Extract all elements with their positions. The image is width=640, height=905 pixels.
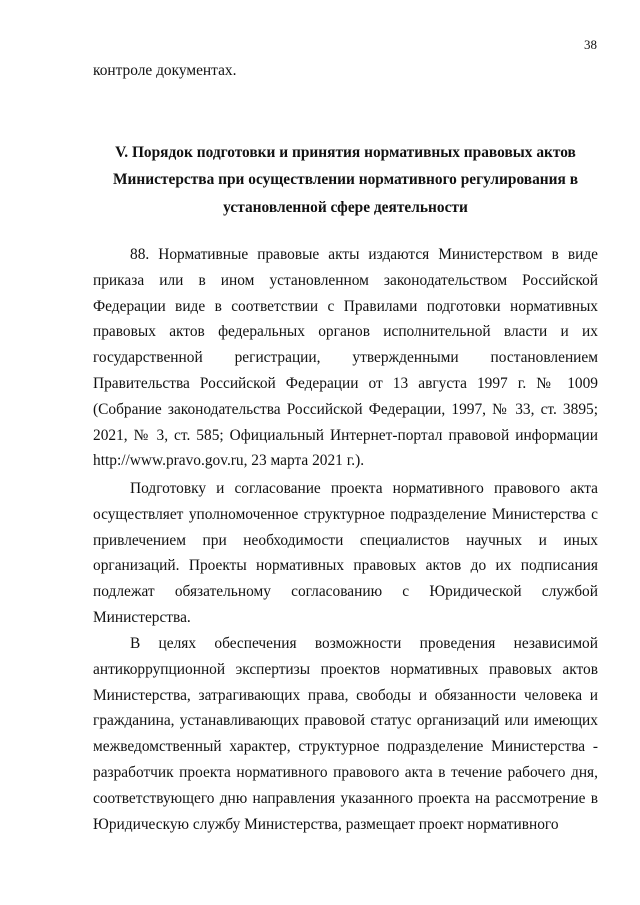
section-heading-line-2: Министерства при осуществлении нормативного регулирования в: [112, 171, 579, 189]
section-heading: [93, 139, 598, 221]
paragraph-88: 88. Нормативные правовые акты издаются Министерством в виде приказа или в ином установленном законодательством Российской Федерации виде в соответствии с Правилами подготовки нормативных правовых актов федеральных органов исполнительной власти и их государственной регистрации, утвержденными постановлением Правительства Российской Федерации от 13 августа 1997 г. № 1009 (Собрание законодательства Российской Федерации, 1997, № 33, ст. 3895; 2021, № 3, ст. 585; Официальный Интернет-портал правовой информации http://www.pravo.gov.ru, 23 марта 2021 г.).: [93, 246, 598, 470]
section-heading-line-3: установленной сфере деятельности: [223, 198, 468, 216]
paragraph-preparation: Подготовку и согласование проекта нормативного правового акта осуществляет уполномоченное структурное подразделение Министерства с привлечением при необходимости специалистов научных и иных организаций. Проекты нормативных правовых актов до их подписания подлежат обязательному согласованию с Юридической службой Министерства.: [93, 480, 598, 626]
continued-text: контроле документах.: [93, 62, 237, 79]
page-number: 38: [584, 37, 597, 52]
section-heading-line-1: V. Порядок подготовки и принятия нормативных правовых актов: [115, 144, 576, 161]
paragraph-anticorruption: В целях обеспечения возможности проведения независимой антикоррупционной экспертизы проектов нормативных правовых актов Министерства, затрагивающих права, свободы и обязанности человека и гражданина, устанавливающих правовой статус организаций или имеющих межведомственный характер, структурное подразделение Министерства - разработчик проекта нормативного правового акта в течение рабочего дня, соответствующего дню направления указанного проекта на рассмотрение в Юридическую службу Министерства, размещает проект нормативного: [93, 635, 598, 833]
